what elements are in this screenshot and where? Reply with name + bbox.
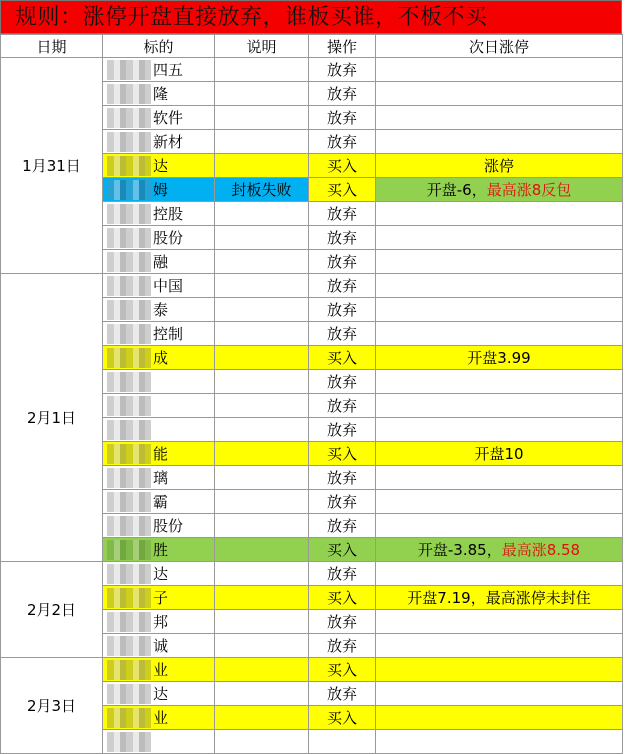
- next-day-text: 开盘-6，: [426, 181, 487, 199]
- operation-cell: 放弃: [309, 514, 376, 538]
- operation-cell: 放弃: [309, 562, 376, 586]
- next-day-highlight: 最高涨8.58: [501, 541, 581, 559]
- operation-cell: 买入: [309, 586, 376, 610]
- operation-cell: 放弃: [309, 274, 376, 298]
- operation-cell: 买入: [309, 178, 376, 202]
- redacted-mosaic: [107, 396, 151, 416]
- note-cell: [215, 730, 309, 754]
- stock-name-text: 邦: [153, 612, 169, 631]
- stock-name-text: 新材: [153, 132, 184, 151]
- stock-name-text: 软件: [153, 108, 184, 127]
- operation-cell: 买入: [309, 658, 376, 682]
- next-day-cell: [376, 418, 623, 442]
- stock-name-text: 融: [153, 252, 169, 271]
- next-day-cell: [376, 178, 623, 202]
- date-cell: 2月3日: [1, 658, 103, 754]
- note-cell: [215, 106, 309, 130]
- next-day-cell: [376, 442, 623, 466]
- next-day-cell: [376, 466, 623, 490]
- redacted-mosaic: [107, 468, 151, 488]
- redacted-mosaic: [107, 108, 151, 128]
- next-day-cell: [376, 322, 623, 346]
- stock-name-text: 诚: [153, 636, 169, 655]
- operation-cell: 放弃: [309, 418, 376, 442]
- next-day-cell: [376, 154, 623, 178]
- note-cell: [215, 418, 309, 442]
- operation-cell: 放弃: [309, 106, 376, 130]
- note-cell: [215, 58, 309, 82]
- next-day-cell: [376, 586, 623, 610]
- header-note: 说明: [215, 35, 309, 58]
- note-cell: [215, 346, 309, 370]
- trade-table: [0, 34, 623, 754]
- stock-name-text: 璃: [153, 468, 169, 487]
- redacted-mosaic: [107, 300, 151, 320]
- stock-name-cell: [103, 58, 215, 82]
- redacted-mosaic: [107, 516, 151, 536]
- stock-name-cell: [103, 82, 215, 106]
- stock-name-text: 霸: [153, 492, 169, 511]
- note-cell: [215, 154, 309, 178]
- next-day-cell: [376, 394, 623, 418]
- operation-cell: 放弃: [309, 610, 376, 634]
- redacted-mosaic: [107, 636, 151, 656]
- next-day-cell: [376, 250, 623, 274]
- stock-name-cell: [103, 394, 215, 418]
- table-row: [1, 562, 623, 586]
- note-cell: [215, 130, 309, 154]
- stock-name-text: 股份: [153, 228, 184, 247]
- operation-cell: 放弃: [309, 226, 376, 250]
- redacted-mosaic: [107, 660, 151, 680]
- stock-name-cell: [103, 274, 215, 298]
- table-row: [1, 58, 623, 82]
- operation-cell: 买入: [309, 706, 376, 730]
- stock-name-text: 子: [153, 588, 169, 607]
- next-day-cell: [376, 346, 623, 370]
- note-cell: [215, 82, 309, 106]
- stock-name-cell: [103, 226, 215, 250]
- stock-name-cell: [103, 346, 215, 370]
- next-day-cell: [376, 106, 623, 130]
- stock-name-cell: [103, 706, 215, 730]
- note-cell: 封板失败: [215, 178, 309, 202]
- operation-cell: 放弃: [309, 490, 376, 514]
- note-cell: [215, 514, 309, 538]
- operation-cell: 买入: [309, 442, 376, 466]
- redacted-mosaic: [107, 228, 151, 248]
- operation-cell: 放弃: [309, 58, 376, 82]
- page-title: 规则：涨停开盘直接放弃，谁板买谁，不板不买: [0, 0, 622, 34]
- redacted-mosaic: [107, 420, 151, 440]
- next-day-cell: [376, 370, 623, 394]
- note-cell: [215, 586, 309, 610]
- stock-name-cell: [103, 322, 215, 346]
- stock-name-cell: [103, 682, 215, 706]
- next-day-highlight: 最高涨8反包: [486, 181, 572, 199]
- stock-name-cell: [103, 202, 215, 226]
- next-day-cell: [376, 658, 623, 682]
- operation-cell: 放弃: [309, 634, 376, 658]
- redacted-mosaic: [107, 708, 151, 728]
- stock-name-text: 达: [153, 156, 169, 175]
- note-cell: [215, 274, 309, 298]
- next-day-text: 涨停: [483, 157, 514, 175]
- next-day-cell: [376, 682, 623, 706]
- table-row: [1, 658, 623, 682]
- stock-name-text: 胜: [153, 540, 169, 559]
- next-day-text: 开盘7.19，最高涨停未封住: [407, 589, 591, 607]
- operation-cell: 买入: [309, 538, 376, 562]
- next-day-cell: [376, 514, 623, 538]
- stock-name-cell: [103, 490, 215, 514]
- note-cell: [215, 298, 309, 322]
- stock-name-text: 业: [153, 708, 169, 727]
- redacted-mosaic: [107, 156, 151, 176]
- redacted-mosaic: [107, 132, 151, 152]
- note-cell: [215, 634, 309, 658]
- table-body: [1, 58, 623, 754]
- next-day-cell: [376, 562, 623, 586]
- operation-cell: 放弃: [309, 298, 376, 322]
- stock-name-cell: [103, 178, 215, 202]
- stock-name-text: 姆: [153, 180, 169, 199]
- next-day-cell: [376, 298, 623, 322]
- next-day-cell: [376, 130, 623, 154]
- stock-name-cell: [103, 370, 215, 394]
- redacted-mosaic: [107, 372, 151, 392]
- note-cell: [215, 562, 309, 586]
- redacted-mosaic: [107, 60, 151, 80]
- note-cell: [215, 466, 309, 490]
- next-day-cell: [376, 706, 623, 730]
- table-row: [1, 274, 623, 298]
- next-day-cell: [376, 202, 623, 226]
- next-day-cell: [376, 58, 623, 82]
- operation-cell: 放弃: [309, 370, 376, 394]
- redacted-mosaic: [107, 612, 151, 632]
- next-day-cell: [376, 634, 623, 658]
- stock-name-text: 达: [153, 684, 169, 703]
- next-day-text: 开盘10: [474, 445, 524, 463]
- stock-name-cell: [103, 538, 215, 562]
- operation-cell: 买入: [309, 154, 376, 178]
- next-day-cell: [376, 730, 623, 754]
- stock-name-text: 股份: [153, 516, 184, 535]
- note-cell: [215, 706, 309, 730]
- stock-name-text: 成: [153, 348, 169, 367]
- note-cell: [215, 490, 309, 514]
- stock-name-text: 能: [153, 444, 169, 463]
- note-cell: [215, 658, 309, 682]
- operation-cell: 买入: [309, 346, 376, 370]
- note-cell: [215, 370, 309, 394]
- stock-name-cell: [103, 466, 215, 490]
- stock-name-cell: [103, 634, 215, 658]
- stock-name-cell: [103, 586, 215, 610]
- redacted-mosaic: [107, 588, 151, 608]
- stock-name-cell: [103, 730, 215, 754]
- date-cell: 1月31日: [1, 58, 103, 274]
- stock-name-text: 达: [153, 564, 169, 583]
- stock-name-text: 泰: [153, 300, 169, 319]
- stock-name-text: 控股: [153, 204, 184, 223]
- redacted-mosaic: [107, 492, 151, 512]
- stock-name-text: 隆: [153, 84, 169, 103]
- note-cell: [215, 202, 309, 226]
- header-name: 标的: [103, 35, 215, 58]
- stock-name-cell: [103, 442, 215, 466]
- redacted-mosaic: [107, 252, 151, 272]
- stock-name-text: 控制: [153, 324, 184, 343]
- redacted-mosaic: [107, 324, 151, 344]
- stock-name-text: 业: [153, 660, 169, 679]
- stock-name-text: 四五: [153, 60, 184, 79]
- redacted-mosaic: [107, 540, 151, 560]
- next-day-cell: [376, 538, 623, 562]
- operation-cell: [309, 730, 376, 754]
- next-day-cell: [376, 490, 623, 514]
- next-day-cell: [376, 82, 623, 106]
- stock-name-cell: [103, 418, 215, 442]
- operation-cell: 放弃: [309, 394, 376, 418]
- note-cell: [215, 394, 309, 418]
- date-cell: 2月1日: [1, 274, 103, 562]
- header-next: 次日涨停: [376, 35, 623, 58]
- redacted-mosaic: [107, 276, 151, 296]
- redacted-mosaic: [107, 204, 151, 224]
- next-day-cell: [376, 610, 623, 634]
- note-cell: [215, 682, 309, 706]
- operation-cell: 放弃: [309, 130, 376, 154]
- stock-name-cell: [103, 130, 215, 154]
- redacted-mosaic: [107, 684, 151, 704]
- note-cell: [215, 538, 309, 562]
- note-cell: [215, 610, 309, 634]
- header-date: 日期: [1, 35, 103, 58]
- operation-cell: 放弃: [309, 322, 376, 346]
- stock-name-cell: [103, 106, 215, 130]
- operation-cell: 放弃: [309, 82, 376, 106]
- operation-cell: 放弃: [309, 202, 376, 226]
- next-day-text: 开盘3.99: [467, 349, 531, 367]
- stock-name-text: 中国: [153, 276, 184, 295]
- note-cell: [215, 322, 309, 346]
- stock-name-cell: [103, 250, 215, 274]
- note-cell: [215, 226, 309, 250]
- operation-cell: 放弃: [309, 466, 376, 490]
- redacted-mosaic: [107, 444, 151, 464]
- stock-name-cell: [103, 514, 215, 538]
- stock-name-cell: [103, 298, 215, 322]
- operation-cell: 放弃: [309, 250, 376, 274]
- note-cell: [215, 250, 309, 274]
- next-day-text: 开盘-3.85，: [417, 541, 502, 559]
- redacted-mosaic: [107, 348, 151, 368]
- next-day-cell: [376, 226, 623, 250]
- date-cell: 2月2日: [1, 562, 103, 658]
- stock-name-cell: [103, 154, 215, 178]
- redacted-mosaic: [107, 180, 151, 200]
- stock-name-cell: [103, 610, 215, 634]
- next-day-cell: [376, 274, 623, 298]
- stock-name-cell: [103, 562, 215, 586]
- stock-name-cell: [103, 658, 215, 682]
- header-op: 操作: [309, 35, 376, 58]
- operation-cell: 放弃: [309, 682, 376, 706]
- header-row: [1, 35, 623, 58]
- redacted-mosaic: [107, 84, 151, 104]
- note-cell: [215, 442, 309, 466]
- redacted-mosaic: [107, 564, 151, 584]
